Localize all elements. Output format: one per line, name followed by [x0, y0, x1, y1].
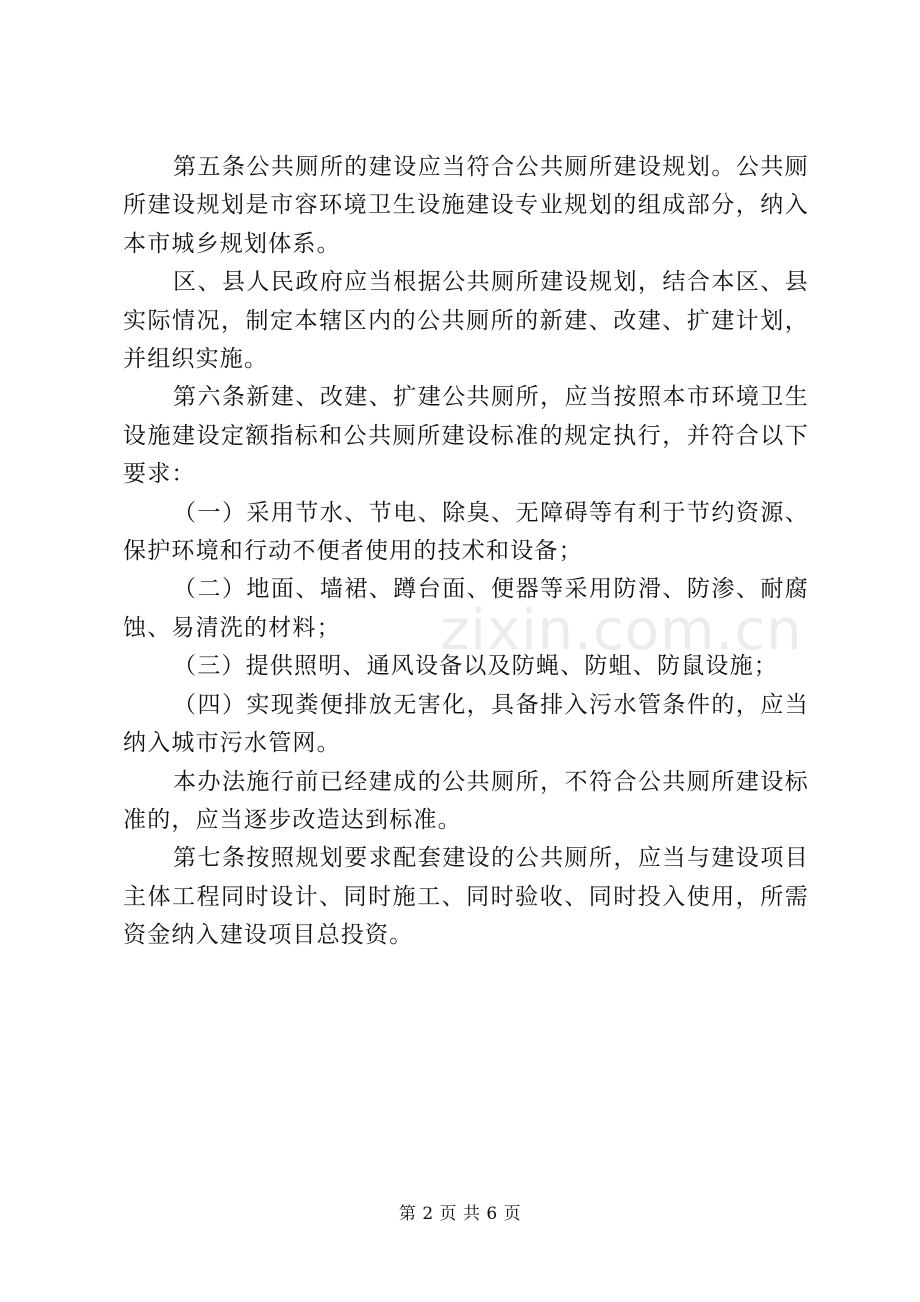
paragraph-article-6: 第六条新建、改建、扩建公共厕所，应当按照本市环境卫生设施建设定额指标和公共厕所建设标准的规定执行，并符合以下要求： — [123, 384, 809, 488]
document-body — [123, 148, 809, 955]
paragraph-item-3: （三）提供照明、通风设备以及防蝇、防蛆、防鼠设施； — [173, 653, 778, 680]
paragraph-article-5: 第五条公共厕所的建设应当符合公共厕所建设规划。公共厕所建设规划是市容环境卫生设施建设专业规划的组成部分，纳入本市城乡规划体系。 — [123, 154, 809, 257]
paragraph-district-plan: 区、县人民政府应当根据公共厕所建设规划，结合本区、县实际情况，制定本辖区内的公共厕所的新建、改建、扩建计划，并组织实施。 — [123, 269, 809, 373]
paragraph-item-2: （二）地面、墙裙、蹲台面、便器等采用防滑、防渗、耐腐蚀、易清洗的材料； — [123, 576, 809, 641]
paragraph-item-4: （四）实现粪便排放无害化，具备排入污水管条件的，应当纳入城市污水管网。 — [123, 691, 809, 757]
paragraph-item-1: （一）采用节水、节电、除臭、无障碍等有利于节约资源、保护环境和行动不便者使用的技术和设备； — [123, 499, 809, 565]
watermark: zixin.com.cn — [440, 598, 803, 663]
paragraph-existing-toilets: 本办法施行前已经建成的公共厕所，不符合公共厕所建设标准的，应当逐步改造达到标准。 — [123, 768, 809, 833]
paragraph-article-7: 第七条按照规划要求配套建设的公共厕所，应当与建设项目主体工程同时设计、同时施工、同时验收、同时投入使用，所需资金纳入建设项目总投资。 — [123, 845, 809, 949]
page-number-footer: 第 2 页 共 6 页 — [398, 1204, 522, 1224]
